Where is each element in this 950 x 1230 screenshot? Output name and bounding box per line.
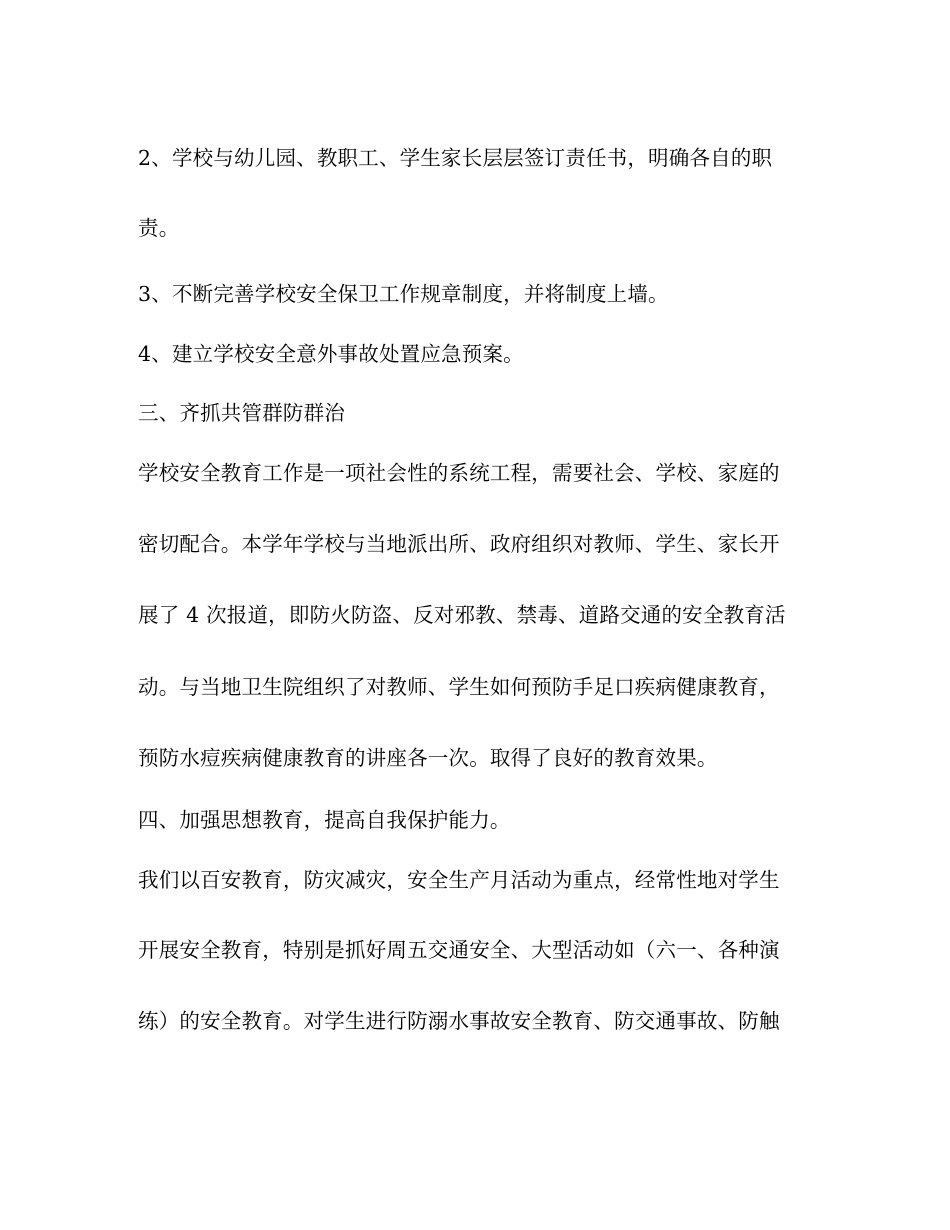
paragraph-line: 我们以百安教育，防灾减灾，安全生产月活动为重点，经常性地对学生 — [138, 868, 780, 892]
paragraph-line: 预防水痘疾病健康教育的讲座各一次。取得了良好的教育效果。 — [138, 746, 718, 770]
paragraph-line: 2、学校与幼儿园、教职工、学生家长层层签订责任书，明确各自的职 — [138, 146, 773, 170]
paragraph-line: 密切配合。本学年学校与当地派出所、政府组织对教师、学生、家长开 — [138, 532, 780, 556]
paragraph-line: 学校安全教育工作是一项社会性的系统工程，需要社会、学校、家庭的 — [138, 461, 780, 485]
paragraph-line: 练）的安全教育。对学生进行防溺水事故安全教育、防交通事故、防触 — [138, 1009, 780, 1033]
paragraph-line: 4、建立学校安全意外事故处置应急预案。 — [138, 342, 524, 366]
paragraph-line: 开展安全教育，特别是抓好周五交通安全、大型活动如（六一、各种演 — [138, 938, 780, 962]
paragraph-line: 责。 — [138, 216, 180, 240]
paragraph-line: 动。与当地卫生院组织了对教师、学生如何预防手足口疾病健康教育， — [138, 675, 780, 699]
section-heading: 四、加强思想教育，提高自我保护能力。 — [138, 808, 511, 832]
paragraph-line: 3、不断完善学校安全保卫工作规章制度，并将制度上墙。 — [138, 282, 669, 306]
paragraph-line: 展了 4 次报道，即防火防盗、反对邪教、禁毒、道路交通的安全教育活 — [138, 603, 786, 627]
section-heading: 三、齐抓共管群防群治 — [138, 401, 345, 425]
